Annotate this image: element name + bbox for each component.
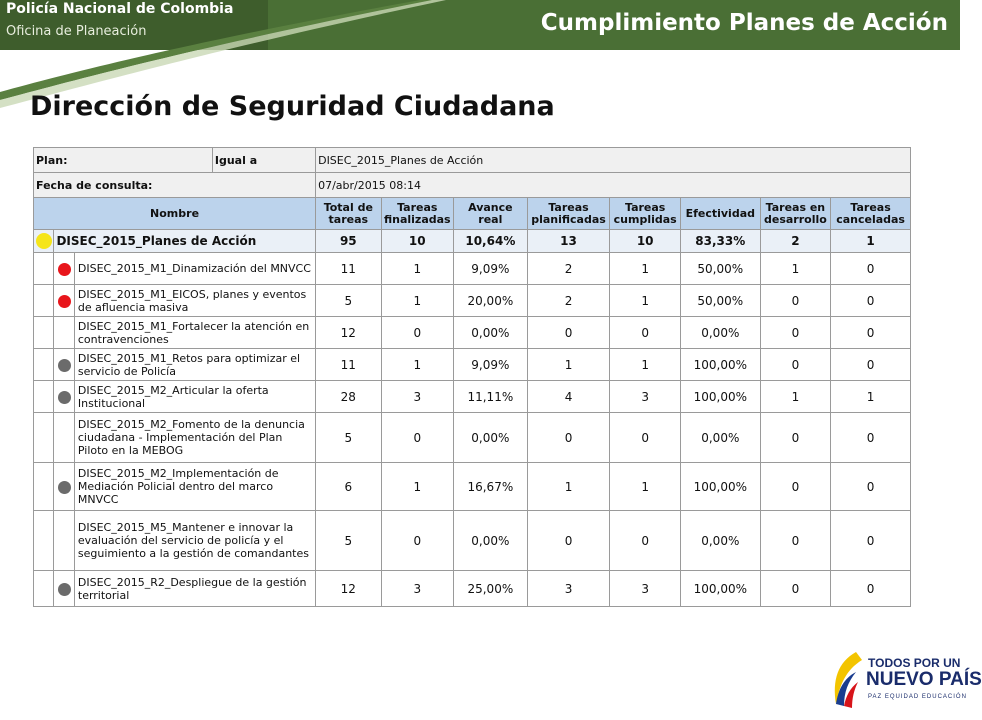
row-avance: 20,00% — [454, 285, 528, 317]
status-cell — [54, 381, 74, 413]
row-name: DISEC_2015_R2_Despliegue de la gestión territorial — [74, 571, 315, 607]
indent-cell — [34, 413, 54, 463]
row-total: 5 — [316, 413, 381, 463]
row-avance: 11,11% — [454, 381, 528, 413]
row-cumplidas: 1 — [610, 253, 681, 285]
status-cell — [54, 285, 74, 317]
row-total: 6 — [316, 463, 381, 511]
header-office-name: Oficina de Planeación — [6, 24, 147, 39]
row-finalizadas: 1 — [381, 463, 454, 511]
indent-cell — [34, 285, 54, 317]
row-efectividad: 0,00% — [680, 317, 760, 349]
row-total: 5 — [316, 285, 381, 317]
summary-name: DISEC_2015_Planes de Acción — [54, 230, 316, 253]
row-cumplidas: 0 — [610, 511, 681, 571]
col-planificadas: Tareas planificadas — [527, 198, 610, 230]
row-avance: 0,00% — [454, 413, 528, 463]
plan-label: Plan: — [34, 148, 213, 173]
row-total: 12 — [316, 571, 381, 607]
table-row — [34, 571, 911, 607]
report-table — [33, 147, 911, 607]
summary-efectividad: 83,33% — [680, 230, 760, 253]
row-total: 12 — [316, 317, 381, 349]
summary-avance: 10,64% — [454, 230, 528, 253]
row-efectividad: 100,00% — [680, 463, 760, 511]
col-canceladas: Tareas canceladas — [831, 198, 911, 230]
fecha-value: 07/abr/2015 08:14 — [316, 173, 911, 198]
summary-finalizadas: 10 — [381, 230, 454, 253]
header-org-name: Policía Nacional de Colombia — [6, 1, 234, 17]
row-efectividad: 100,00% — [680, 349, 760, 381]
row-name: DISEC_2015_M1_Retos para optimizar el servicio de Policía — [74, 349, 315, 381]
row-desarrollo: 0 — [760, 349, 831, 381]
row-name: DISEC_2015_M2_Fomento de la denuncia ciudadana - Implementación del Plan Piloto en la MEBOG — [74, 413, 315, 463]
row-canceladas: 0 — [831, 317, 911, 349]
table-row — [34, 317, 911, 349]
row-finalizadas: 0 — [381, 413, 454, 463]
status-yellow-icon — [36, 233, 52, 249]
summary-desarrollo: 2 — [760, 230, 831, 253]
row-finalizadas: 3 — [381, 571, 454, 607]
row-efectividad: 100,00% — [680, 381, 760, 413]
row-avance: 16,67% — [454, 463, 528, 511]
table-row — [34, 413, 911, 463]
status-cell — [54, 511, 74, 571]
row-canceladas: 0 — [831, 349, 911, 381]
row-cumplidas: 3 — [610, 381, 681, 413]
summary-row — [34, 230, 911, 253]
indent-cell — [34, 317, 54, 349]
row-planificadas: 0 — [527, 413, 610, 463]
row-total: 5 — [316, 511, 381, 571]
logo-line-3: PAZ EQUIDAD EDUCACIÓN — [868, 694, 967, 700]
row-planificadas: 1 — [527, 463, 610, 511]
fecha-row — [34, 173, 911, 198]
status-cell — [54, 413, 74, 463]
logo-line-2: NUEVO PAÍS — [866, 669, 982, 690]
row-cumplidas: 0 — [610, 317, 681, 349]
col-total: Total de tareas — [316, 198, 381, 230]
row-cumplidas: 1 — [610, 349, 681, 381]
row-canceladas: 0 — [831, 285, 911, 317]
row-canceladas: 0 — [831, 511, 911, 571]
status-cell — [54, 317, 74, 349]
row-name: DISEC_2015_M1_Fortalecer la atención en contravenciones — [74, 317, 315, 349]
row-cumplidas: 3 — [610, 571, 681, 607]
column-header-row — [34, 198, 911, 230]
summary-total: 95 — [316, 230, 381, 253]
row-efectividad: 100,00% — [680, 571, 760, 607]
row-planificadas: 1 — [527, 349, 610, 381]
indent-cell — [34, 253, 54, 285]
col-finalizadas: Tareas finalizadas — [381, 198, 454, 230]
row-efectividad: 0,00% — [680, 511, 760, 571]
row-canceladas: 0 — [831, 253, 911, 285]
row-name: DISEC_2015_M2_Articular la oferta Institucional — [74, 381, 315, 413]
summary-cumplidas: 10 — [610, 230, 681, 253]
status-gray-icon — [58, 583, 71, 596]
summary-status-cell — [34, 230, 54, 253]
row-total: 11 — [316, 349, 381, 381]
row-avance: 0,00% — [454, 317, 528, 349]
plan-operator: Igual a — [212, 148, 315, 173]
row-desarrollo: 0 — [760, 571, 831, 607]
row-finalizadas: 0 — [381, 511, 454, 571]
row-canceladas: 0 — [831, 571, 911, 607]
row-desarrollo: 0 — [760, 317, 831, 349]
row-desarrollo: 0 — [760, 511, 831, 571]
table-row — [34, 463, 911, 511]
col-desarrollo: Tareas en desarrollo — [760, 198, 831, 230]
status-red-icon — [58, 263, 71, 276]
status-cell — [54, 463, 74, 511]
row-planificadas: 3 — [527, 571, 610, 607]
row-finalizadas: 1 — [381, 349, 454, 381]
indent-cell — [34, 463, 54, 511]
row-avance: 25,00% — [454, 571, 528, 607]
row-efectividad: 50,00% — [680, 285, 760, 317]
indent-cell — [34, 381, 54, 413]
row-cumplidas: 1 — [610, 463, 681, 511]
flag-swoosh-icon — [826, 646, 866, 710]
row-desarrollo: 1 — [760, 253, 831, 285]
summary-planificadas: 13 — [527, 230, 610, 253]
row-desarrollo: 0 — [760, 285, 831, 317]
indent-cell — [34, 571, 54, 607]
col-cumplidas: Tareas cumplidas — [610, 198, 681, 230]
table-row — [34, 253, 911, 285]
status-cell — [54, 349, 74, 381]
table-row — [34, 381, 911, 413]
table-row — [34, 349, 911, 381]
table-row — [34, 285, 911, 317]
status-gray-icon — [58, 481, 71, 494]
status-cell — [54, 571, 74, 607]
row-name: DISEC_2015_M1_EICOS, planes y eventos de afluencia masiva — [74, 285, 315, 317]
logo-line-1: TODOS POR UN — [868, 656, 961, 670]
row-desarrollo: 0 — [760, 463, 831, 511]
row-avance: 0,00% — [454, 511, 528, 571]
table-row — [34, 511, 911, 571]
col-avance: Avance real — [454, 198, 528, 230]
row-efectividad: 50,00% — [680, 253, 760, 285]
row-avance: 9,09% — [454, 349, 528, 381]
row-finalizadas: 0 — [381, 317, 454, 349]
row-planificadas: 4 — [527, 381, 610, 413]
logo-todos-por-un-nuevo-pais — [826, 646, 982, 710]
row-name: DISEC_2015_M1_Dinamización del MNVCC — [74, 253, 315, 285]
row-desarrollo: 1 — [760, 381, 831, 413]
row-canceladas: 0 — [831, 463, 911, 511]
row-canceladas: 0 — [831, 413, 911, 463]
row-cumplidas: 0 — [610, 413, 681, 463]
row-planificadas: 0 — [527, 317, 610, 349]
header-title: Cumplimiento Planes de Acción — [540, 10, 948, 36]
fecha-label: Fecha de consulta: — [34, 173, 316, 198]
summary-canceladas: 1 — [831, 230, 911, 253]
col-efectividad: Efectividad — [680, 198, 760, 230]
status-cell — [54, 253, 74, 285]
indent-cell — [34, 349, 54, 381]
row-canceladas: 1 — [831, 381, 911, 413]
row-finalizadas: 3 — [381, 381, 454, 413]
row-desarrollo: 0 — [760, 413, 831, 463]
row-efectividad: 0,00% — [680, 413, 760, 463]
row-planificadas: 0 — [527, 511, 610, 571]
row-cumplidas: 1 — [610, 285, 681, 317]
row-avance: 9,09% — [454, 253, 528, 285]
row-total: 11 — [316, 253, 381, 285]
status-gray-icon — [58, 391, 71, 404]
row-planificadas: 2 — [527, 285, 610, 317]
plan-value: DISEC_2015_Planes de Acción — [316, 148, 911, 173]
indent-cell — [34, 511, 54, 571]
plan-row — [34, 148, 911, 173]
row-name: DISEC_2015_M2_Implementación de Mediación Policial dentro del marco MNVCC — [74, 463, 315, 511]
row-finalizadas: 1 — [381, 285, 454, 317]
page-title: Dirección de Seguridad Ciudadana — [30, 91, 555, 122]
status-gray-icon — [58, 359, 71, 372]
row-finalizadas: 1 — [381, 253, 454, 285]
row-name: DISEC_2015_M5_Mantener e innovar la evaluación del servicio de policía y el seguimiento a la gestión de comandantes — [74, 511, 315, 571]
row-total: 28 — [316, 381, 381, 413]
col-nombre: Nombre — [34, 198, 316, 230]
row-planificadas: 2 — [527, 253, 610, 285]
status-red-icon — [58, 295, 71, 308]
